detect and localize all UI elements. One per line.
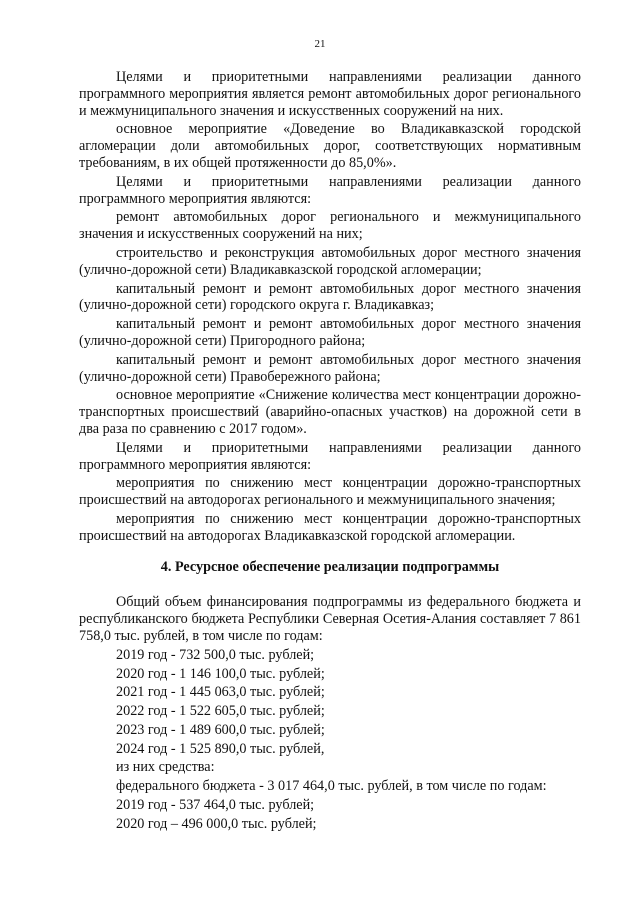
paragraph: мероприятия по снижению мест концентрации дорожно-транспортных происшествий на автодорогах регионального и межмуниципального значения;	[79, 475, 581, 509]
paragraph: капитальный ремонт и ремонт автомобильных дорог местного значения (улично-дорожной сети) Пригородного района;	[79, 316, 581, 349]
funding-line: 2020 год - 1 146 100,0 тыс. рублей;	[116, 665, 325, 682]
paragraph: Целями и приоритетными направлениями реализации данного программного мероприятия является ремонт автомобильных дорог регионального и межмуниципального значения и искусственных сооружений на них.	[79, 69, 581, 119]
paragraph: ремонт автомобильных дорог регионального и межмуниципального значения и искусственных сооружений на них;	[79, 209, 581, 243]
page-number: 21	[314, 38, 326, 50]
funding-line: федерального бюджета - 3 017 464,0 тыс. рублей, в том числе по годам:	[116, 778, 547, 795]
funding-line: 2020 год – 496 000,0 тыс. рублей;	[116, 815, 317, 832]
paragraph: капитальный ремонт и ремонт автомобильных дорог местного значения (улично-дорожной сети) Правобережного района;	[79, 351, 581, 385]
funding-line: 2019 год - 732 500,0 тыс. рублей;	[116, 646, 315, 663]
funding-line: из них средства:	[116, 759, 215, 776]
funding-line: 2022 год - 1 522 605,0 тыс. рублей;	[116, 703, 325, 720]
funding-intro: Общий объем финансирования подпрограммы из федерального бюджета и республиканского бюджета Республики Северная Осетия-Алания составляет 7 861 758,0 тыс. рублей, в том числе по годам:	[79, 594, 581, 644]
paragraph: Целями и приоритетными направлениями реализации данного программного мероприятия являются:	[79, 439, 581, 473]
paragraph: Целями и приоритетными направлениями реализации данного программного мероприятия являются:	[79, 173, 581, 207]
paragraph: строительство и реконструкция автомобильных дорог местного значения (улично-дорожной сети) Владикавказской городской агломерации;	[79, 244, 581, 278]
funding-line: 2019 год - 537 464,0 тыс. рублей;	[116, 797, 315, 814]
funding-line: 2023 год - 1 489 600,0 тыс. рублей;	[116, 721, 325, 738]
paragraph: основное мероприятие «Снижение количества мест концентрации дорожно-транспортных происшествий (аварийно-опасных участков) на дорожной сети в два раза по сравнению с 2017 годом».	[79, 387, 581, 437]
paragraph: мероприятия по снижению мест концентрации дорожно-транспортных происшествий на автодорогах Владикавказской городской агломерации.	[79, 510, 581, 544]
funding-line: 2021 год - 1 445 063,0 тыс. рублей;	[116, 684, 325, 701]
funding-line: 2024 год - 1 525 890,0 тыс. рублей,	[116, 740, 325, 757]
section-heading: 4. Ресурсное обеспечение реализации подпрограммы	[160, 558, 500, 575]
paragraph: основное мероприятие «Доведение во Владикавказской городской агломерации доли автомобильных дорог, соответствующих нормативным требованиям, в их общей протяженности до 85,0%».	[79, 121, 581, 171]
paragraph: капитальный ремонт и ремонт автомобильных дорог местного значения (улично-дорожной сети) городского округа г. Владикавказ;	[79, 280, 581, 314]
document-body	[79, 69, 581, 835]
